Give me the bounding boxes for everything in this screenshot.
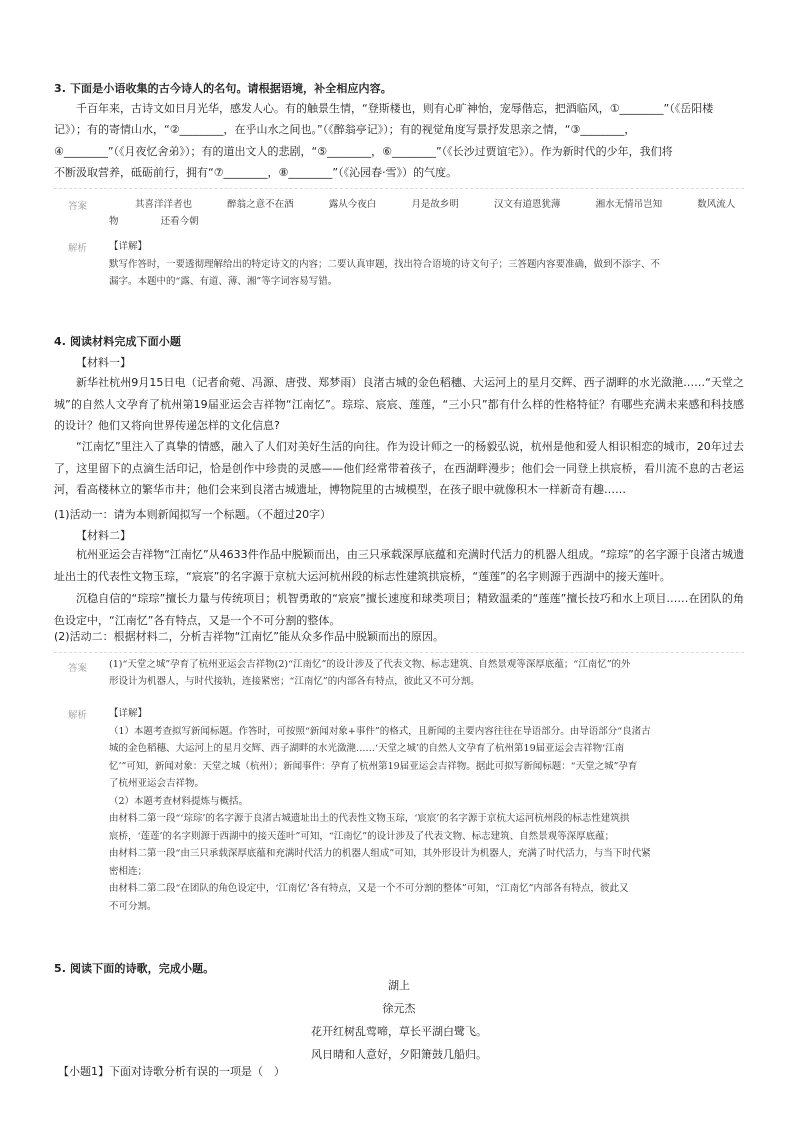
q3-answer-item: 醉翁之意不在酒: [227, 199, 294, 210]
q4-jx-line: 忆’”可知，新闻对象：天堂之城（杭州）；新闻事件：孕育了杭州第19届亚运会吉祥物。据此可拟写新闻标题：“天堂之城”孕育: [109, 760, 638, 772]
poem-title: 湖上: [388, 979, 410, 992]
q3-answer-item: 物: [109, 216, 119, 227]
q3-jx-line: 默写作答时，一要透彻理解给出的特定诗文的内容；二要认真审题，找出符合语境的诗文句子；三答题内容要准确，做到不添字、不: [109, 258, 661, 270]
q4-answer-label: 答案: [68, 663, 88, 674]
q4-jx-line: 了杭州亚运会吉祥物。: [109, 778, 205, 789]
q3-line-2: 记》）；有的寄情山水，“②________，在乎山水之间也。”（《醉翁亭记》）；有的视觉角度写景抒发思亲之情，“③________，: [54, 123, 636, 136]
q4-material1-p1: 新华社杭州9月15日电（记者俞菀、冯源、唐弢、郑梦雨）良渚古城的金色稻穗、大运河上的星月交辉、西子湖畔的水光潋滟……“天堂之城”的自然人文孕育了杭州第19届亚运会吉祥物“江南忆”。琮琮、宸宸、莲莲，“三小只”都有什么样的性格特征？有哪些充满未来感和科技感的设计？他们又将向世界传递怎样的文化信息?: [54, 376, 744, 432]
q3-line-4: 不断汲取营养，砥砺前行，拥有“⑦________，⑧________”（《沁园春·雪》）的气度。: [54, 166, 458, 179]
q3-jx-head: 【详解】: [109, 241, 148, 252]
divider: [54, 188, 744, 189]
q3-line-3: ④________”（《月夜忆舍弟》）；有的道出文人的悲剧，“⑤________，⑥________”（《长沙过贾谊宅》）。作为新时代的少年，我们将: [54, 145, 673, 158]
poem-line: 风日晴和人意好，夕阳箫鼓几船归。: [311, 1048, 487, 1061]
q5-subquestion-1: 【小题1】下面对诗歌分析有误的一项是（ ）: [58, 1065, 285, 1078]
q3-line-1: 千百年来，古诗文如日月光华，感发人心。有的触景生情，“登斯楼也，则有心旷神怡，宠辱偕忘，把酒临风，①________”（《岳阳楼: [76, 102, 714, 115]
q4-material2-p1: 杭州亚运会吉祥物“江南忆”从4633件作品中脱颖而出，由三只承载深厚底蕴和充满时代活力的机器人组成。“琮琮”的名字源于良渚古城遗址出土的代表性文物玉琮，“宸宸”的名字源于京杭大运河杭州段的标志性建筑拱宸桥，“莲莲”的名字则源于西湖中的接天莲叶。: [54, 548, 744, 583]
q3-answer-cont: [109, 214, 719, 231]
q4-jx-line: （1）本题考查拟写新闻标题。作答时，可按照“新闻对象+事件”的格式，且新闻的主要内容往往在导语部分。由导语部分“良渚古: [109, 725, 651, 737]
q4-answer-line: (1)“天堂之城”孕育了杭州亚运会吉祥物(2)“江南忆”的设计涉及了代表文物、标志建筑、自然景观等深厚底蕴；“江南忆”的外: [109, 659, 631, 670]
q3-jx-line: 漏字。本题中的“露、有道、薄、湘”等字词容易写错。: [109, 276, 338, 287]
q4-jx-line: 【详解】: [109, 708, 148, 719]
q3-answer: [135, 197, 745, 214]
poem: [54, 974, 744, 1066]
q4-jx-line: 不可分割。: [109, 900, 157, 912]
q4-jx-line: （2）本题考查材料提炼与概括。: [109, 795, 249, 807]
q4-material1-p2: “江南忆”里注入了真挚的情感，融入了人们对美好生活的向往。作为设计师之一的杨毅弘说，杭州是他和爱人相识相恋的城市，20年过去了，这里留下的点滴生活印记，恰是创作中珍贵的灵感——他们经常带着孩子，在西湖畔漫步；他们会一同登上拱宸桥，看川流不息的古老运河，看高楼林立的繁华市井；他们会来到良渚古城遗址，博物院里的古城模型，在孩子眼中就像积木一样新奇有趣……: [54, 440, 744, 496]
q4-activity2: (2)活动二：根据材料二，分析吉祥物“江南忆”能从众多作品中脱颖而出的原因。: [54, 630, 444, 643]
q3-title: 3. 下面是小语收集的古今诗人的名句。请根据语境，补全相应内容。: [54, 82, 392, 95]
q3-answer-item: 其喜洋洋者也: [135, 199, 193, 210]
q4-answer: [109, 657, 744, 690]
q4-title: 4. 阅读材料完成下面小题: [54, 335, 181, 348]
q3-jx-label: 解析: [68, 243, 88, 254]
q3-answer-item: 湘水无情吊岂知: [595, 199, 663, 210]
q4-material1-head: 【材料一】: [76, 356, 131, 369]
q4-jx-line: 由材料二第一段“‘琮琮’的名字源于良渚古城遗址出土的代表性文物玉琮，‘宸宸’的名字源于京杭大运河杭州段的标志性建筑拱: [109, 813, 630, 824]
q3-answer-item: 月是故乡明: [411, 199, 459, 210]
q4-jx: [109, 705, 729, 915]
divider: [54, 652, 744, 653]
q3-answer-item: 汉文有道恩犹薄: [494, 199, 561, 210]
q4-jx-line: 城的金色稻穗、大运河上的星月交辉、西子湖畔的水光潋滟……‘天堂之城’的自然人文孕育了杭州第19届亚运会吉祥物‘江南: [109, 743, 625, 754]
q4-material2-head: 【材料二】: [76, 529, 131, 542]
q4-jx-line: 密相连；: [109, 865, 148, 877]
q3-jx: [109, 238, 729, 291]
q4-jx-line: 由材料二第一段“由三只承载深厚底蕴和充满时代活力的机器人组成”可知，其外形设计为机器人，充满了时代活力，与当下时代紧: [109, 848, 651, 859]
q3-answer-item: 数风流人: [697, 199, 736, 210]
q4-jx-line: 宸桥，‘莲莲’的名字则源于西湖中的接天莲叶”可知，“江南忆”的设计涉及了代表文物、标志建筑、自然景观等深厚底蕴；: [109, 830, 615, 842]
q3-answer-item: 还看今朝: [160, 216, 199, 227]
q3-answer-label: 答案: [68, 201, 88, 212]
q4-material2-p2: 沉稳自信的“琮琮”擅长力量与传统项目；机智勇敢的“宸宸”擅长速度和球类项目；精致温柔的“莲莲”擅长技巧和水上项目……在团队的角色设定中，“江南忆”各有特点，又是一个不可分割的整体。: [54, 592, 744, 627]
poem-author: 徐元杰: [382, 1002, 416, 1015]
q4-jx-label: 解析: [68, 710, 88, 721]
q4-answer-line: 形设计为机器人，与时代接轨，连接紧密；“江南忆”的内部各有特点，彼此又不可分割。: [109, 675, 480, 687]
q3-answer-item: 露从今夜白: [328, 199, 377, 210]
poem-line: 花开红树乱莺啼，草长平湖白鹭飞。: [311, 1025, 487, 1038]
q4-activity1: (1)活动一：请为本则新闻拟写一个标题。（不超过20字）: [54, 508, 332, 521]
q4-jx-line: 由材料二第二段“在团队的角色设定中，‘江南忆’各有特点，又是一个不可分割的整体”可知，“江南忆”内部各有特点，彼此又: [109, 883, 629, 894]
q5-title: 5. 阅读下面的诗歌，完成小题。: [54, 962, 215, 975]
